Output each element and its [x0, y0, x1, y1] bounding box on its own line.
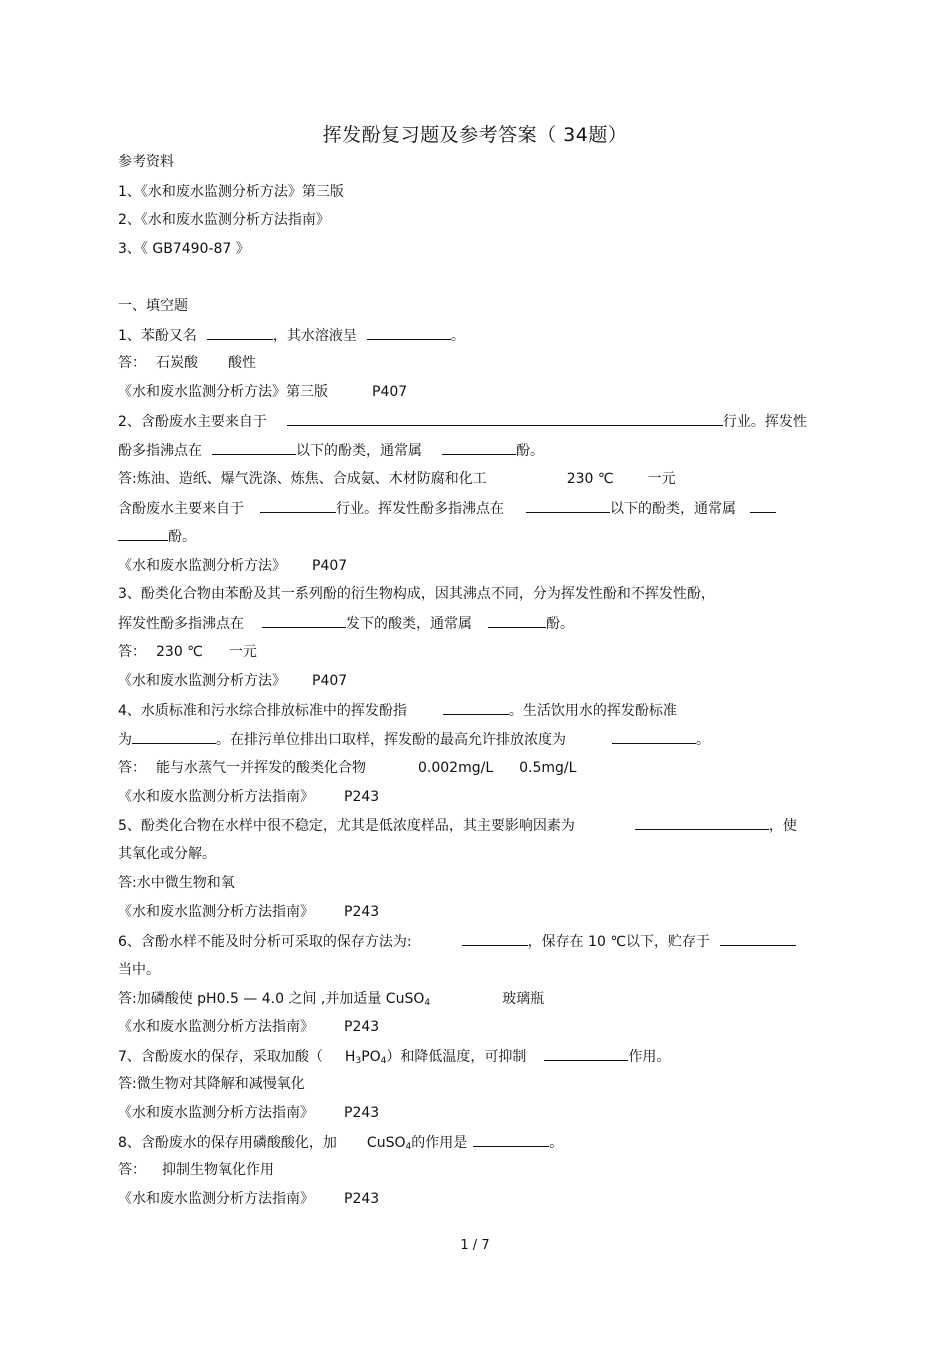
answer-blank[interactable] — [544, 1046, 628, 1061]
source-8: 《水和废水监测分析方法指南》 P243 — [118, 1191, 380, 1207]
question-4: 4、水质标准和污水综合排放标准中的挥发酚指 。生活饮用水的挥发酚标准 — [118, 700, 677, 721]
answer-blank[interactable] — [442, 440, 516, 455]
answer-3: 答： 230 ℃ 一元 — [118, 644, 257, 660]
source-6: 《水和废水监测分析方法指南》 P243 — [118, 1019, 380, 1035]
answer-blank[interactable] — [207, 325, 273, 340]
question-5-cont: 其氧化或分解。 — [118, 846, 216, 862]
restated-question-2-cont: 酚。 — [118, 526, 196, 547]
reference-item: 3、《 GB7490-87 》 — [118, 241, 250, 257]
answer-blank[interactable] — [287, 411, 723, 426]
page-number: 1 / 7 — [460, 1238, 490, 1253]
answer-6: 答:加磷酸使 pH0.5 — 4.0 之间 ,并加适量 CuSO$_4$ 玻璃瓶 — [118, 991, 545, 1008]
answer-blank[interactable] — [212, 440, 296, 455]
question-6: 6、含酚水样不能及时分析可采取的保存方法为: ，保存在 10 ℃以下，贮存于 — [118, 931, 796, 952]
question-3-cont: 挥发性酚多指沸点在 发下的酸类，通常属 酚。 — [118, 613, 574, 634]
answer-blank[interactable] — [635, 815, 769, 830]
source-1: 《水和废水监测分析方法》第三版 P407 — [118, 384, 408, 400]
answer-blank[interactable] — [443, 700, 509, 715]
answer-7: 答:微生物对其降解和减慢氧化 — [118, 1076, 305, 1092]
source-3: 《水和废水监测分析方法》 P407 — [118, 673, 348, 689]
source-4: 《水和废水监测分析方法指南》 P243 — [118, 789, 380, 805]
restated-question-2: 含酚废水主要来自于 行业。挥发性酚多指沸点在 以下的酚类，通常属 — [118, 498, 776, 519]
question-2-cont: 酚多指沸点在 以下的酚类，通常属 酚。 — [118, 440, 544, 461]
source-7: 《水和废水监测分析方法指南》 P243 — [118, 1105, 380, 1121]
answer-1: 答： 石炭酸 酸性 — [118, 355, 256, 371]
answer-blank[interactable] — [473, 1132, 549, 1147]
answer-blank[interactable] — [462, 931, 528, 946]
page-title: 挥发酚复习题及参考答案（ 34题） — [322, 124, 628, 146]
answer-blank[interactable] — [612, 729, 696, 744]
answer-blank[interactable] — [132, 729, 216, 744]
answer-blank[interactable] — [367, 325, 451, 340]
question-6-cont: 当中。 — [118, 962, 160, 978]
question-7: 7、含酚废水的保存，采取加酸（ $H_3PO_4$）和降低温度，可抑制 作用。 — [118, 1046, 670, 1071]
section-heading: 一、填空题 — [118, 298, 188, 314]
answer-blank[interactable] — [262, 613, 346, 628]
source-5: 《水和废水监测分析方法指南》 P243 — [118, 904, 380, 920]
answer-blank[interactable] — [750, 498, 776, 513]
answer-2: 答:炼油、造纸、爆气洗涤、炼焦、合成氨、木材防腐和化工 230 ℃ 一元 — [118, 471, 676, 487]
answer-8: 答： 抑制生物氧化作用 — [118, 1162, 274, 1178]
answer-4: 答： 能与水蒸气一并挥发的酸类化合物 0.002mg/L 0.5mg/L — [118, 760, 577, 776]
reference-item: 1、《水和废水监测分析方法》第三版 — [118, 184, 344, 200]
question-3: 3、酚类化合物由苯酚及其一系列酚的衍生物构成，因其沸点不同，分为挥发性酚和不挥发性酚， — [118, 586, 715, 602]
reference-item: 2、《水和废水监测分析方法指南》 — [118, 212, 330, 228]
question-4-cont: 为 。在排污单位排出口取样，挥发酚的最高允许排放浓度为 。 — [118, 729, 710, 750]
source-2: 《水和废水监测分析方法》 P407 — [118, 558, 348, 574]
answer-blank[interactable] — [118, 526, 168, 541]
answer-blank[interactable] — [720, 931, 796, 946]
answer-5: 答:水中微生物和氧 — [118, 875, 235, 891]
question-5: 5、酚类化合物在水样中很不稳定，尤其是低浓度样品，其主要影响因素为 ，使 — [118, 815, 797, 836]
answer-blank[interactable] — [488, 613, 546, 628]
question-1: 1、苯酚又名 ，其水溶液呈 。 — [118, 325, 465, 346]
answer-blank[interactable] — [526, 498, 610, 513]
question-8: 8、含酚废水的保存用磷酸酸化，加 CuSO$_4$的作用是 。 — [118, 1132, 563, 1157]
reference-heading: 参考资料 — [118, 154, 174, 170]
question-2: 2、含酚废水主要来自于 行业。挥发性 — [118, 411, 807, 432]
answer-blank[interactable] — [260, 498, 336, 513]
